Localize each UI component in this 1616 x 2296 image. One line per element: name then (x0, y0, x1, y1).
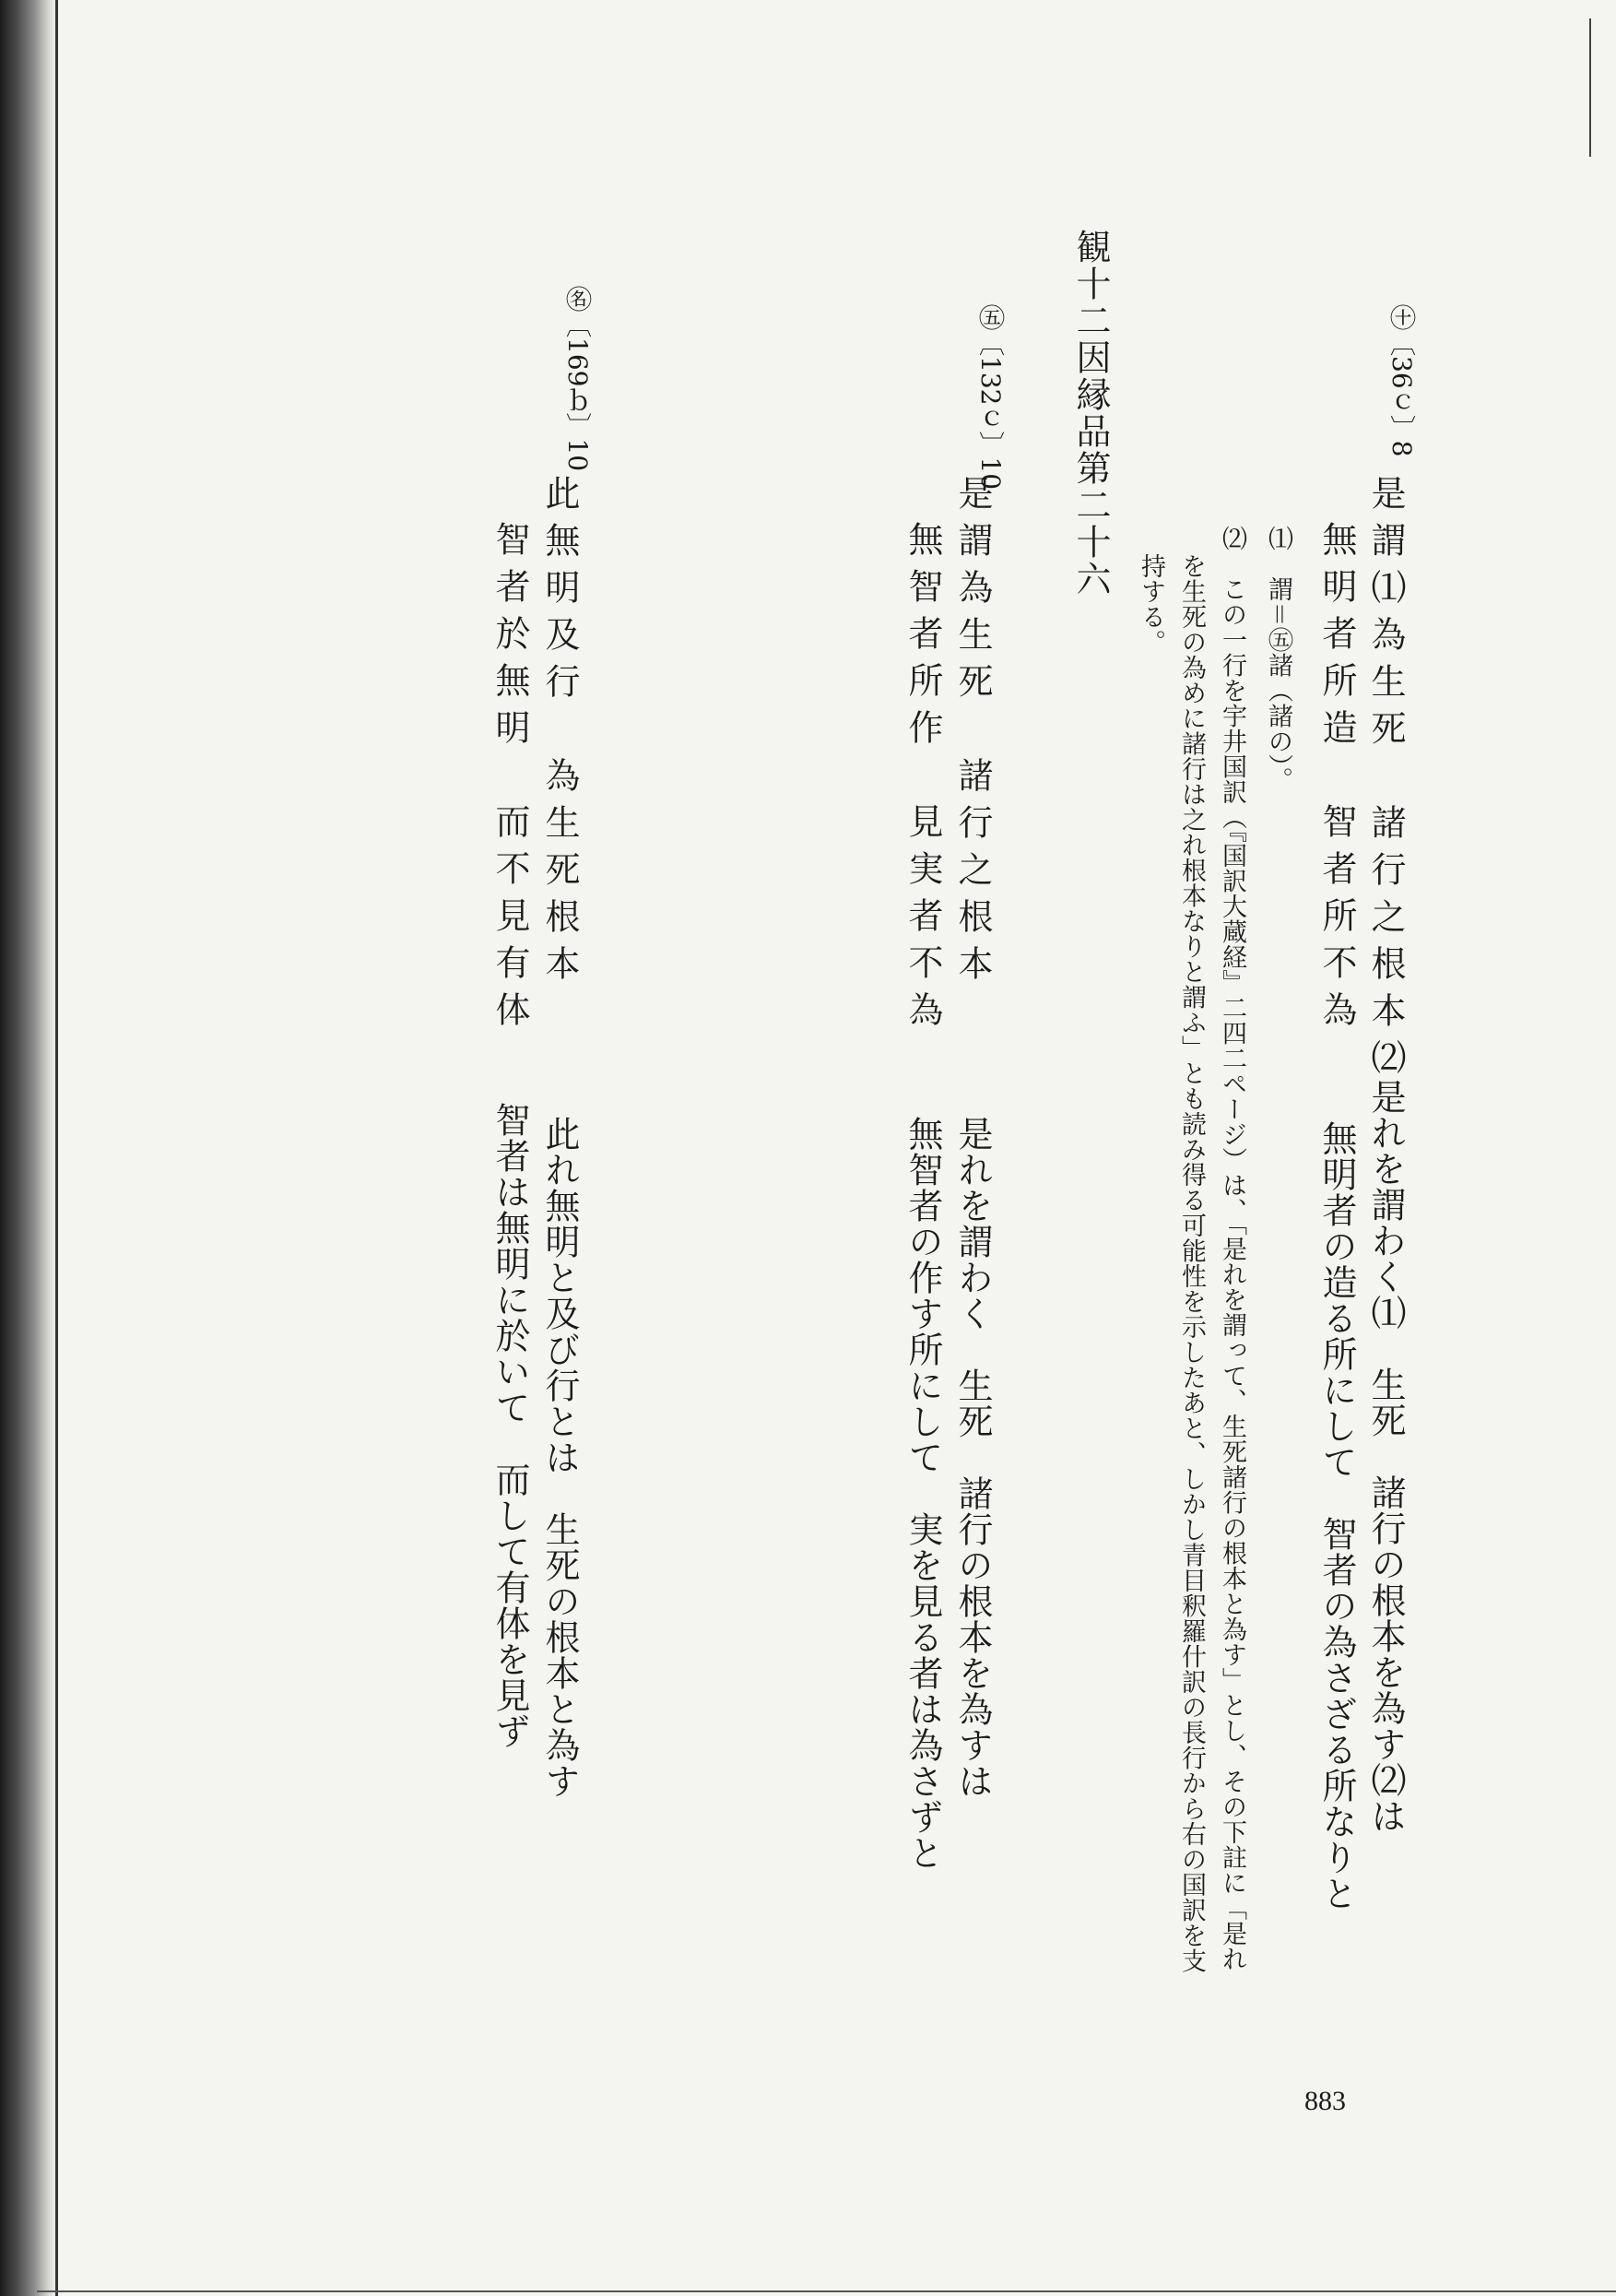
passage-2-verse-line-2: 無智者所作 見実者不為 (902, 521, 943, 1038)
note-2-line-2: を生死の為めに諸行は之れ根本なりと謂ふ」とも読み得る可能性を示したあと、しかし青目釈羅什訳の長行から右の国訳を支 (1177, 553, 1206, 1973)
passage-1-translation-line-1: 是れを謂わく⑴ 生死 諸行の根本を為す⑵は (1365, 1079, 1406, 1834)
passage-1-verse-line-1: 是謂⑴為生死 諸行之根本⑵ (1365, 475, 1406, 1086)
passage-2-verse-line-1: 是謂為生死 諸行之根本 (952, 475, 993, 992)
passage-2-translation-line-1: 是れを謂わく 生死 諸行の根本を為すは (952, 1116, 993, 1799)
note-2-line-3: 持する。 (1137, 553, 1165, 655)
passage-3-translation-line-1: 此れ無明と及び行とは 生死の根本と為す (539, 1116, 580, 1799)
passage-3-ref: ㊔〔169ｂ〕10 (562, 286, 593, 472)
running-head: 観十二因縁品第二十六 (1070, 229, 1111, 598)
binding-rule (55, 0, 58, 2296)
passage-3-verse-line-1: 此無明及行 為生死根本 (539, 475, 580, 992)
note-2-line-1: ⑵ この一行を宇井国訳（『国訳大蔵経』二四二ページ）は、「是れを謂って、生死諸行の根本と為す」とし、その下註に「是れ (1218, 526, 1246, 1971)
passage-3-translation-line-2: 智者は無明に於いて 而して有体を見ず (490, 1102, 530, 1749)
note-1: ⑴ 謂＝㊄諸（諸の）。 (1264, 526, 1292, 792)
binding-shadow (0, 0, 57, 2296)
passage-1-ref: ㊉〔36ｃ〕8 (1386, 304, 1417, 457)
passage-1-verse-line-2: 無明者所造 智者所不為 (1316, 521, 1357, 1038)
passage-3-verse-line-2: 智者於無明 而不見有体 (490, 521, 530, 1038)
bottom-rule (37, 2290, 1616, 2292)
passage-2-translation-line-2: 無智者の作す所にして 実を見る者は為さずと (902, 1116, 943, 1871)
passage-2-ref: ㊄〔132ｃ〕10 (975, 304, 1006, 491)
page-number: 883 (1304, 2086, 1346, 2116)
passage-1-translation-line-2: 無明者の造る所にして 智者の為さざる所なりと (1316, 1120, 1357, 1911)
edge-mark (1589, 18, 1591, 157)
